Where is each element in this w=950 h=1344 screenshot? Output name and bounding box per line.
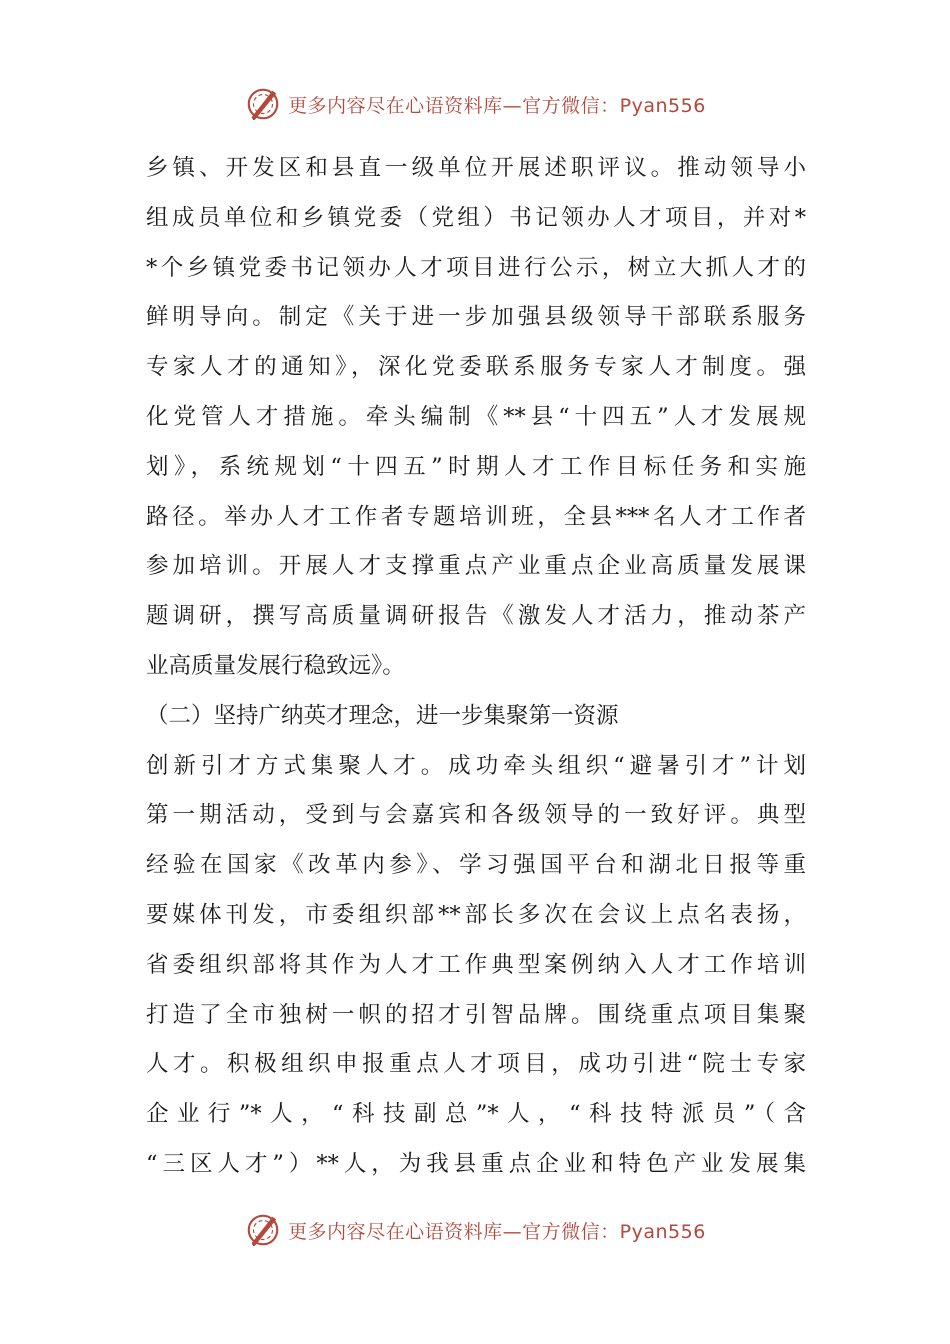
body-line: 专家人才的通知》，深化党委联系服务专家人才制度。强 [146, 354, 806, 381]
body-line: 企业行”*人，“科技副总”*人，“科技特派员”（含 [146, 1101, 806, 1128]
body-line: 创新引才方式集聚人才。成功牵头组织“避暑引才”计划 [146, 752, 806, 779]
body-line: 打造了全市独树一帜的招才引智品牌。围绕重点项目集聚 [146, 1001, 806, 1028]
body-line: 业高质量发展行稳致远》。 [146, 652, 405, 679]
section-heading: （二）坚持广纳英才理念，进一步集聚第一资源 [146, 702, 619, 729]
body-line: “三区人才”）**人，为我县重点企业和特色产业发展集 [146, 1150, 806, 1177]
body-line: 划》，系统规划“十四五”时期人才工作目标任务和实施 [146, 453, 806, 480]
body-line: *个乡镇党委书记领办人才项目进行公示，树立大抓人才的 [146, 254, 806, 281]
body-line: 化党管人才措施。牵头编制《**县“十四五”人才发展规 [146, 403, 806, 430]
pen-logo-icon [244, 1211, 282, 1249]
body-line: 鲜明导向。制定《关于进一步加强县级领导干部联系服务 [146, 304, 806, 331]
body-line: 路径。举办人才工作者专题培训班，全县***名人才工作者 [146, 503, 806, 530]
body-line: 第一期活动，受到与会嘉宾和各级领导的一致好评。典型 [146, 802, 806, 829]
body-line: 人才。积极组织申报重点人才项目，成功引进“院士专家 [146, 1051, 806, 1078]
header-banner-text: 更多内容尽在心语资料库—官方微信：Pyan556 [288, 94, 706, 117]
body-line: 组成员单位和乡镇党委（党组）书记领办人才项目，并对* [146, 204, 806, 231]
body-line: 省委组织部将其作为人才工作典型案例纳入人才工作培训 [146, 951, 806, 978]
document-body [146, 144, 806, 1190]
body-line: 经验在国家《改革内参》、学习强国平台和湖北日报等重 [146, 852, 806, 879]
footer-banner [0, 1208, 950, 1252]
pen-logo-icon [244, 85, 282, 123]
body-line: 乡镇、开发区和县直一级单位开展述职评议。推动领导小 [146, 155, 806, 181]
header-banner [0, 82, 950, 126]
body-line: 参加培训。开展人才支撑重点产业重点企业高质量发展课 [146, 553, 806, 580]
body-line: 题调研，撰写高质量调研报告《激发人才活力，推动茶产 [146, 603, 806, 630]
body-line: 要媒体刊发，市委组织部**部长多次在会议上点名表扬， [146, 901, 806, 928]
footer-banner-text: 更多内容尽在心语资料库—官方微信：Pyan556 [288, 1220, 706, 1243]
